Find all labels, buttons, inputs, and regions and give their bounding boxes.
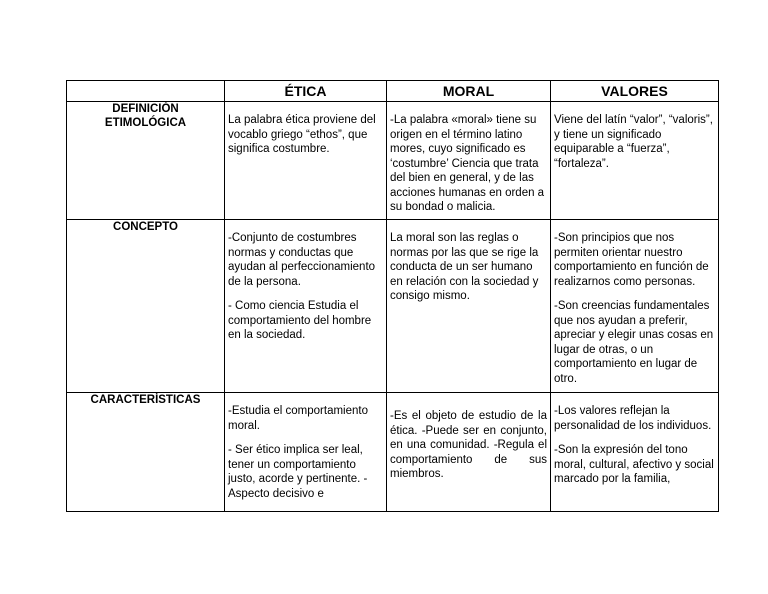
cell-moral	[387, 393, 551, 512]
row-label-line: CARACTERÍSTICAS	[90, 394, 201, 406]
cell-valores	[551, 102, 719, 220]
row-label-line: ETIMOLÓGICA	[104, 117, 187, 129]
cell-valores	[551, 220, 719, 393]
cell-paragraph: Viene del latín “valor”, “valoris”, y tiene un significado equiparable a “fuerza”, “fortaleza”.	[554, 114, 713, 170]
cell-paragraph: -Los valores reflejan la personalidad de los individuos.	[554, 405, 712, 432]
table-header-row	[67, 81, 719, 102]
table-row	[67, 102, 719, 220]
cell-moral	[387, 220, 551, 393]
cell-paragraph: -Son la expresión del tono moral, cultural, afectivo y social marcado por la familia,	[554, 444, 714, 485]
cell-paragraph: - Ser ético implica ser leal, tener un comportamiento justo, acorde y pertinente. -Aspecto decisivo e	[228, 444, 368, 500]
table-row	[67, 220, 719, 393]
header-valores: VALORES	[551, 81, 719, 102]
row-label-line: CONCEPTO	[113, 221, 178, 233]
cell-paragraph: La palabra ética proviene del vocablo griego “ethos”, que significa costumbre.	[228, 114, 376, 155]
header-empty	[67, 81, 225, 102]
cell-paragraph: -Son creencias fundamentales que nos ayudan a preferir, apreciar y elegir unas cosas en lugar de otras, o un comportamiento en lugar de otro.	[554, 300, 714, 385]
cell-paragraph: -Conjunto de costumbres normas y conductas que ayudan al perfeccionamiento de la persona.	[228, 232, 376, 288]
cell-paragraph: -Es el objeto de estudio de la ética. -Puede ser en conjunto, en una comunidad. -Regula el comportamiento de sus miembros.	[390, 410, 547, 480]
cell-moral	[387, 102, 551, 220]
cell-paragraph: -Estudia el comportamiento moral.	[228, 405, 368, 432]
comparison-table	[66, 80, 719, 512]
cell-etica	[225, 220, 387, 393]
row-label-line: DEFINICIÓN	[112, 103, 179, 115]
header-etica: ÉTICA	[225, 81, 387, 102]
cell-paragraph: -La palabra «moral» tiene su origen en el término latino mores, cuyo significado es ‘costumbre’ Ciencia que trata del bien en general, y de las acciones humanas en orden a su bondad o malicia.	[390, 114, 545, 213]
header-moral: MORAL	[387, 81, 551, 102]
cell-etica	[225, 393, 387, 512]
row-label-caracteristicas	[67, 393, 225, 512]
row-label-definicion	[67, 102, 225, 220]
cell-valores	[551, 393, 719, 512]
table-row	[67, 393, 719, 512]
cell-paragraph: La moral son las reglas o normas por las que se rige la conducta de un ser humano en relación con la sociedad y consigo mismo.	[390, 232, 539, 302]
row-label-concepto	[67, 220, 225, 393]
cell-paragraph: - Como ciencia Estudia el comportamiento del hombre en la sociedad.	[228, 300, 372, 341]
cell-paragraph: -Son principios que nos permiten orientar nuestro comportamiento en función de realizarnos como personas.	[554, 232, 709, 288]
cell-etica	[225, 102, 387, 220]
